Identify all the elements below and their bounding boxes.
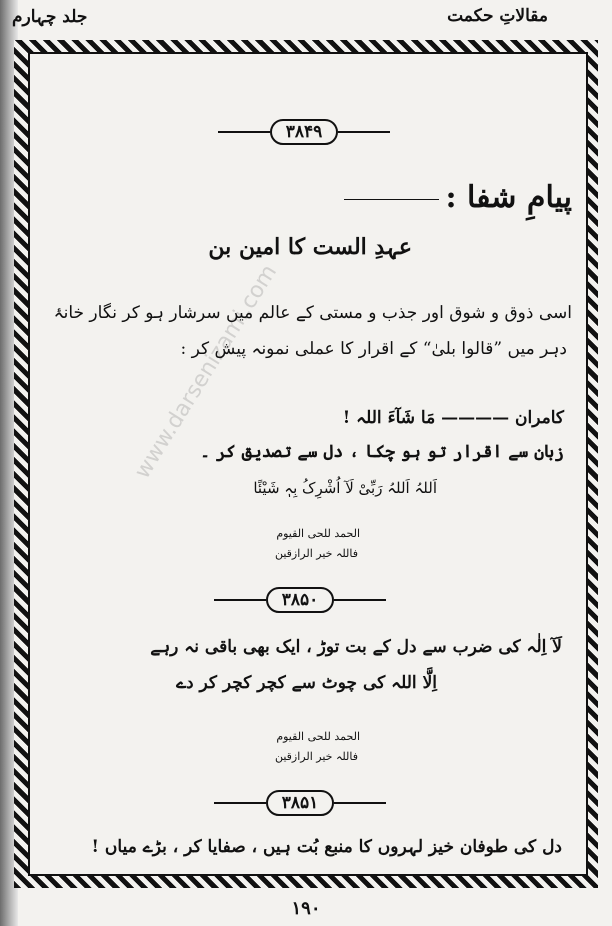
section-subtitle: عہدِ الست کا امین بن: [208, 234, 412, 260]
section-number: ۳۸۴۹: [270, 119, 339, 145]
section-number-badge: [214, 117, 394, 147]
verse-line: اِلَّا اللہ کی چوٹ سے کچر کچر کر دے: [176, 673, 437, 693]
section-number: ۳۸۵۰: [266, 587, 335, 613]
verse-line: لَآ اِلٰہ کی ضرب سے دل کے بت توڑ ، ایک بھی باقی نہ رہے: [150, 637, 562, 657]
watermark: www.darsenizami.com: [130, 260, 283, 484]
paragraph-line: دہر میں ”قالوا بلیٰ“ کے اقرار کا عملی نمونہ پیش کر :: [180, 339, 567, 359]
section-number-badge: [210, 788, 390, 818]
arabic-verse: اَللہُ اَللہُ رَبِّیْ لَآ اُشْرِکُ بِہٖ شَیْئًا: [253, 479, 437, 497]
section-title: پیامِ شفا :: [338, 180, 572, 215]
closing-line: فاللہ خیر الرازقین: [274, 750, 358, 763]
addressee-line: کامران ———— مَا شَآءَ اللہ !: [342, 408, 564, 428]
verse-line: دل کی طوفان خیز لہروں کا منبع بُت ہیں ، صفایا کر ، بڑے میاں !: [91, 837, 562, 857]
page-number: ۱۹۰: [291, 898, 321, 919]
closing-line: الحمد للحی القیوم: [276, 527, 360, 540]
closing-line: الحمد للحی القیوم: [276, 730, 360, 743]
paragraph-line: اسی ذوق و شوق اور جذب و مستی کے عالم میں سرشار ہو کر نگار خانۂ: [53, 303, 572, 323]
instruction-line: زبان سے اقرار تو ہو چکا ، دل سے تصدیق کر ۔: [200, 442, 564, 462]
closing-line: فاللہ خیر الرازقین: [274, 547, 358, 560]
section-number-badge: [210, 585, 390, 615]
book-title-header: مقالاتِ حکمت: [447, 6, 548, 26]
volume-header: جلد چہارم: [12, 7, 88, 27]
section-number: ۳۸۵۱: [266, 790, 335, 816]
